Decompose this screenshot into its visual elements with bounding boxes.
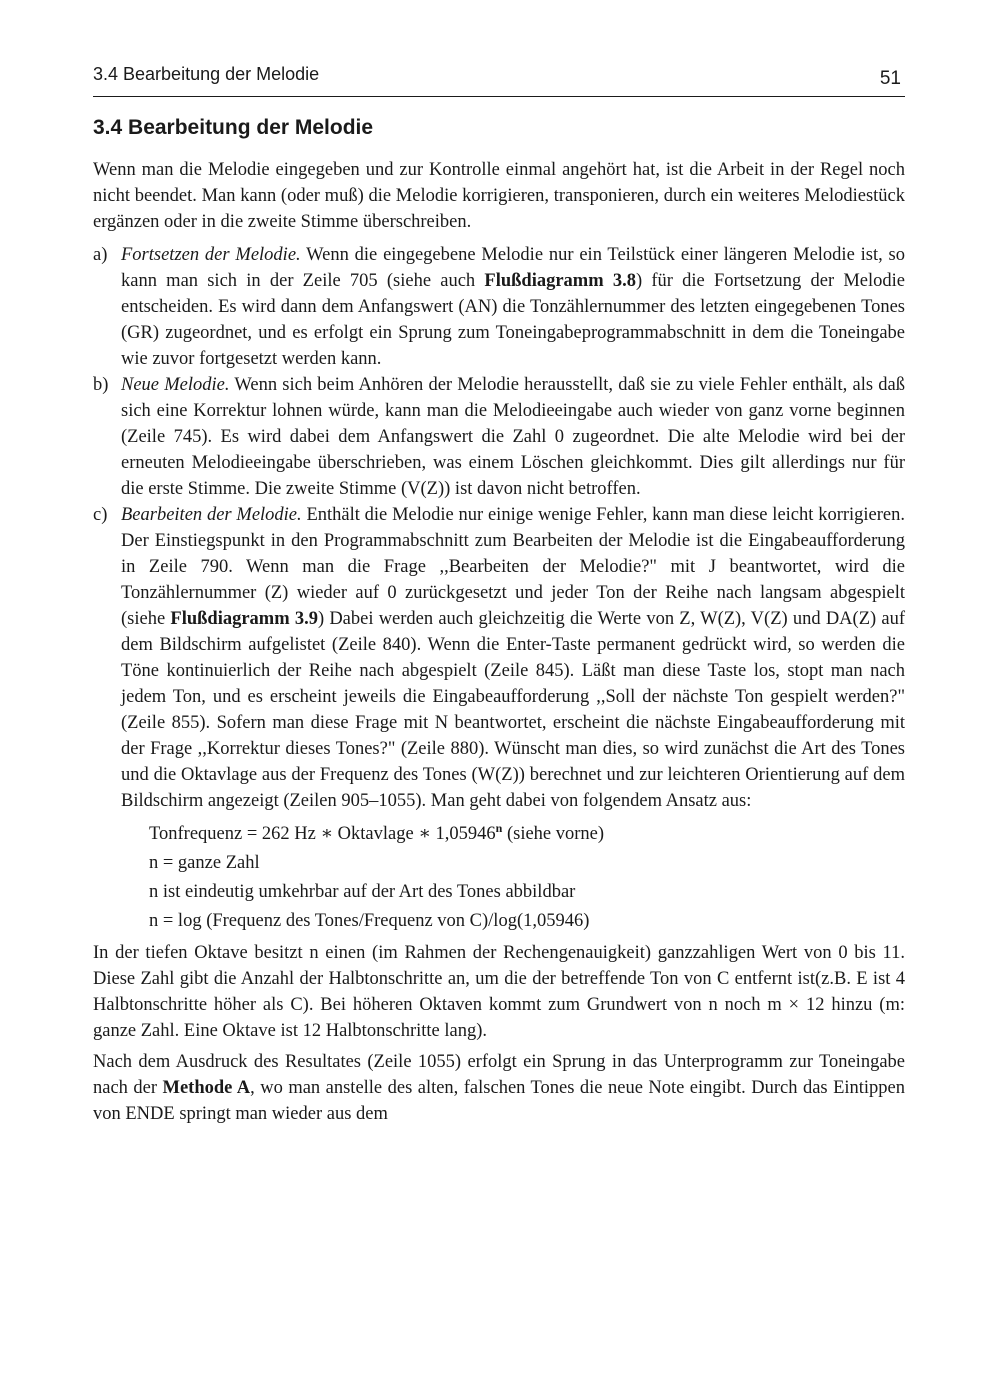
item-text: Wenn die eingegebene Melodie nur ein Teilstück einer längeren Melodie ist, so kann man sich in der Zeile 705 (siehe auch — [121, 245, 905, 291]
list-marker: b) — [93, 375, 109, 395]
formula-exponent: n — [495, 821, 503, 835]
paragraph-text: Nach dem Ausdruck des Resultates (Zeile 1055) erfolgt ein Sprung in das Unterprogramm zur Toneingabe nach der — [93, 1052, 905, 1098]
page-body — [93, 157, 905, 1127]
formula-text: Tonfrequenz = 262 Hz ∗ Oktavlage ∗ 1,05946 — [149, 824, 496, 844]
option-list — [93, 242, 905, 814]
list-item-bearbeiten — [93, 502, 905, 814]
formula-integer: n = ganze Zahl — [149, 853, 260, 873]
intro-paragraph: Wenn man die Melodie eingegeben und zur Kontrolle einmal angehört hat, ist die Arbeit in der Regel noch nicht beendet. Man kann (oder muß) die Melodie korrigieren, transponieren, durch ein weiteres Melodiestück ergänzen oder in die zweite Stimme überschreiben. — [93, 160, 905, 232]
item-text: Enthält die Melodie nur einige wenige Fehler, kann man diese leicht korrigieren. Der Einstiegspunkt in den Programmabschnitt zum Bearbeiten der Melodie ist die Eingabeaufforderung in Zeile 790. Wenn man die Frage ,,Bearbeiten der Melodie?" mit J beantwortet, wird die Tonzählernummer (Z) wieder auf 0 zurückgesetzt und jeder Ton der Reihe nach langsam abgespielt (siehe — [121, 505, 906, 629]
formula-block — [121, 820, 905, 936]
formula-note: (siehe vorne) — [502, 824, 605, 844]
flowchart-reference: Flußdiagramm 3.9 — [170, 609, 318, 629]
page-header — [93, 60, 905, 97]
formula-invertible: n ist eindeutig umkehrbar auf der Art des Tones abbildbar — [149, 882, 576, 902]
section-title: 3.4 Bearbeitung der Melodie — [93, 116, 374, 139]
item-text: ) für die Fortsetzung der Melodie entscheiden. Es wird dann dem Anfangswert (AN) die Tonzählernummer des letzten eingegebenen Tones (GR) zugeordnet, und es erfolgt ein Sprung zum Toneingabeprogrammabschnitt in dem die Toneingabe wie zuvor fortgesetzt werden kann. — [121, 271, 905, 369]
list-item-neue-melodie — [93, 372, 905, 502]
list-marker: a) — [93, 245, 108, 265]
page-number: 51 — [879, 68, 901, 89]
item-lead: Bearbeiten der Melodie. — [121, 505, 302, 525]
method-reference: Methode A — [162, 1078, 251, 1098]
list-marker: c) — [93, 505, 108, 525]
formula-frequency — [121, 820, 905, 849]
flowchart-reference: Flußdiagramm 3.8 — [484, 271, 636, 291]
formula-log: n = log (Frequenz des Tones/Frequenz von C)/log(1,05946) — [149, 911, 590, 931]
item-text: Wenn sich beim Anhören der Melodie herausstellt, daß sie zu viele Fehler enthält, als daß sich eine Korrektur lohnen würde, kann man die Melodieeingabe auch wieder von ganz vorne beginnen (Zeile 745). Es wird dabei dem Anfangswert die Zahl 0 zugeordnet. Die alte Melodie wird bei der erneuten Melodieeingabe überschrieben, was einem Löschen gleichkommt. Dies gilt allerdings nur für die erste Stimme. Die zweite Stimme (V(Z)) ist davon nicht betroffen. — [121, 375, 906, 499]
item-text: ) Dabei werden auch gleichzeitig die Werte von Z, W(Z), V(Z) und DA(Z) auf dem Bildschirm aufgelistet (Zeile 840). Wenn die Enter-Taste permanent gedrückt wird, so werden die Töne kontinuierlich der Reihe nach abgespielt (Zeile 845). Läßt man diese Taste los, stopt man nach jedem Ton, und es erscheint jeweils die Eingabeaufforderung ,,Soll der nächste Ton gespielt werden?" (Zeile 855). Sofern man diese Frage mit N beantwortet, erscheint die nächste Eingabeaufforderung mit der Frage ,,Korrektur dieses Tones?" (Zeile 880). Wünscht man dies, so wird zunächst die Art des Tones und die Oktavlage aus der Frequenz des Tones (W(Z)) berechnet und zur leichteren Orientierung auf dem Bildschirm angezeigt (Zeilen 905–1055). Man geht dabei von folgendem Ansatz aus: — [121, 609, 905, 811]
item-lead: Fortsetzen der Melodie. — [121, 245, 301, 265]
running-title: 3.4 Bearbeitung der Melodie — [93, 64, 320, 84]
octave-paragraph: In der tiefen Oktave besitzt n einen (im Rahmen der Rechengenauigkeit) ganzzahligen Wert von 0 bis 11. Diese Zahl gibt die Anzahl der Halbtonschritte an, um die der betreffende Ton von C entfernt ist(z.B. E ist 4 Halbtonschritte höher als C). Bei höheren Oktaven kommt zum Grundwert von n noch m × 12 hinzu (m: ganze Zahl. Eine Oktave ist 12 Halbtonschritte lang). — [93, 943, 905, 1041]
list-item-fortsetzen — [93, 242, 905, 372]
item-lead: Neue Melodie. — [121, 375, 230, 395]
closing-paragraph — [93, 1049, 905, 1127]
paragraph-text: , wo man anstelle des alten, falschen Tones die neue Note eingibt. Durch das Eintippen von ENDE springt man wieder aus dem — [93, 1078, 906, 1124]
